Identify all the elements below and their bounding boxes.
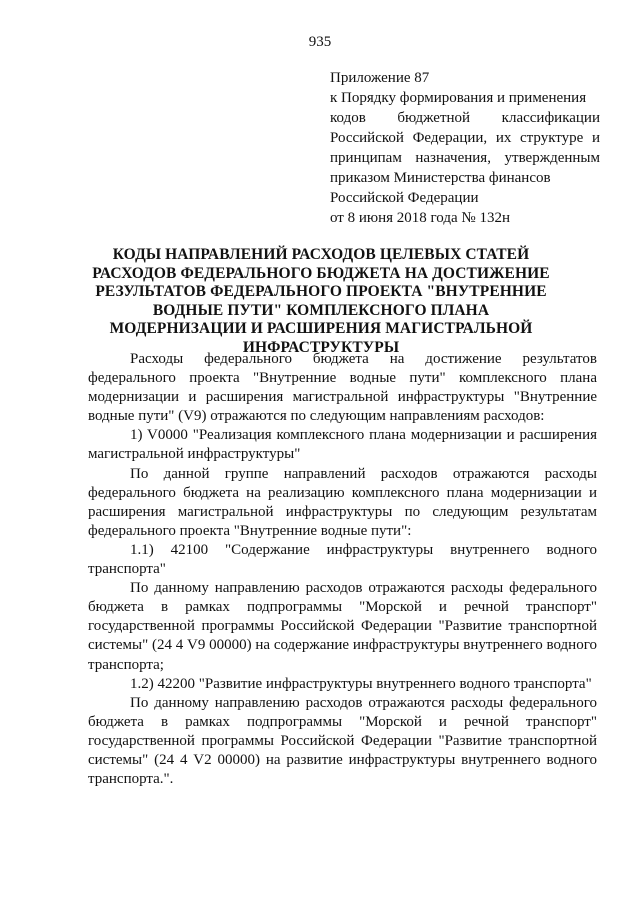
- body-paragraph: По данному направлению расходов отражаются расходы федерального бюджета в рамках подпрограммы "Морской и речной транспорт" государственной программы Российской Федерации "Развитие транспортной системы" (24 4 V2 00000) на развитие инфраструктуры внутреннего водного транспорта.".: [88, 694, 597, 788]
- appendix-line: приказом Министерства финансов: [330, 170, 551, 186]
- appendix-line: принципам назначения, утвержденным: [330, 150, 600, 166]
- body-paragraph: По данной группе направлений расходов отражаются расходы федерального бюджета на реализацию комплексного плана модернизации и расширения магистральной инфраструктуры по следующим результатам федерального проекта "Внутренние водные пути":: [88, 465, 597, 539]
- appendix-title: Приложение 87: [330, 70, 430, 86]
- body-paragraph: 1.2) 42200 "Развитие инфраструктуры внутреннего водного транспорта": [130, 675, 592, 692]
- body-paragraph: Расходы федерального бюджета на достижение результатов федерального проекта "Внутренние водные пути" комплексного плана модернизации и расширения магистральной инфраструктуры "Внутренние водные пути" (V9) отражаются по следующим направлениям расходов:: [88, 351, 597, 425]
- page-number: 935: [308, 34, 332, 50]
- appendix-line: Российской Федерации, их структуре и: [330, 130, 600, 146]
- appendix-line: к Порядку формирования и применения: [330, 90, 587, 106]
- appendix-line: от 8 июня 2018 года № 132н: [330, 210, 510, 226]
- body-paragraph: 1.1) 42100 "Содержание инфраструктуры внутреннего водного транспорта": [88, 541, 597, 578]
- body-paragraph: 1) V0000 "Реализация комплексного плана модернизации и расширения магистральной инфраструктуры": [88, 427, 597, 463]
- appendix-line: Российской Федерации: [330, 190, 479, 206]
- body-paragraph: По данному направлению расходов отражаются расходы федерального бюджета в рамках подпрограммы "Морской и речной транспорт" государственной программы Российской Федерации "Развитие транспортной системы" (24 4 V9 00000) на содержание инфраструктуры внутреннего водного транспорта;: [88, 580, 597, 673]
- appendix-line: кодов бюджетной классификации: [330, 110, 600, 126]
- appendix-block: [330, 68, 600, 228]
- document-body: [88, 350, 597, 789]
- document-heading: КОДЫ НАПРАВЛЕНИЙ РАСХОДОВ ЦЕЛЕВЫХ СТАТЕЙ РАСХОДОВ ФЕДЕРАЛЬНОГО БЮДЖЕТА НА ДОСТИЖЕНИЕ РЕЗУЛЬТАТОВ ФЕДЕРАЛЬНОГО ПРОЕКТА "ВНУТРЕННИЕ ВОДНЫЕ ПУТИ" КОМПЛЕКСНОГО ПЛАНА МОДЕРНИЗАЦИИ И РАСШИРЕНИЯ МАГИСТРАЛЬНОЙ ИНФРАСТРУКТУРЫ: [92, 246, 550, 356]
